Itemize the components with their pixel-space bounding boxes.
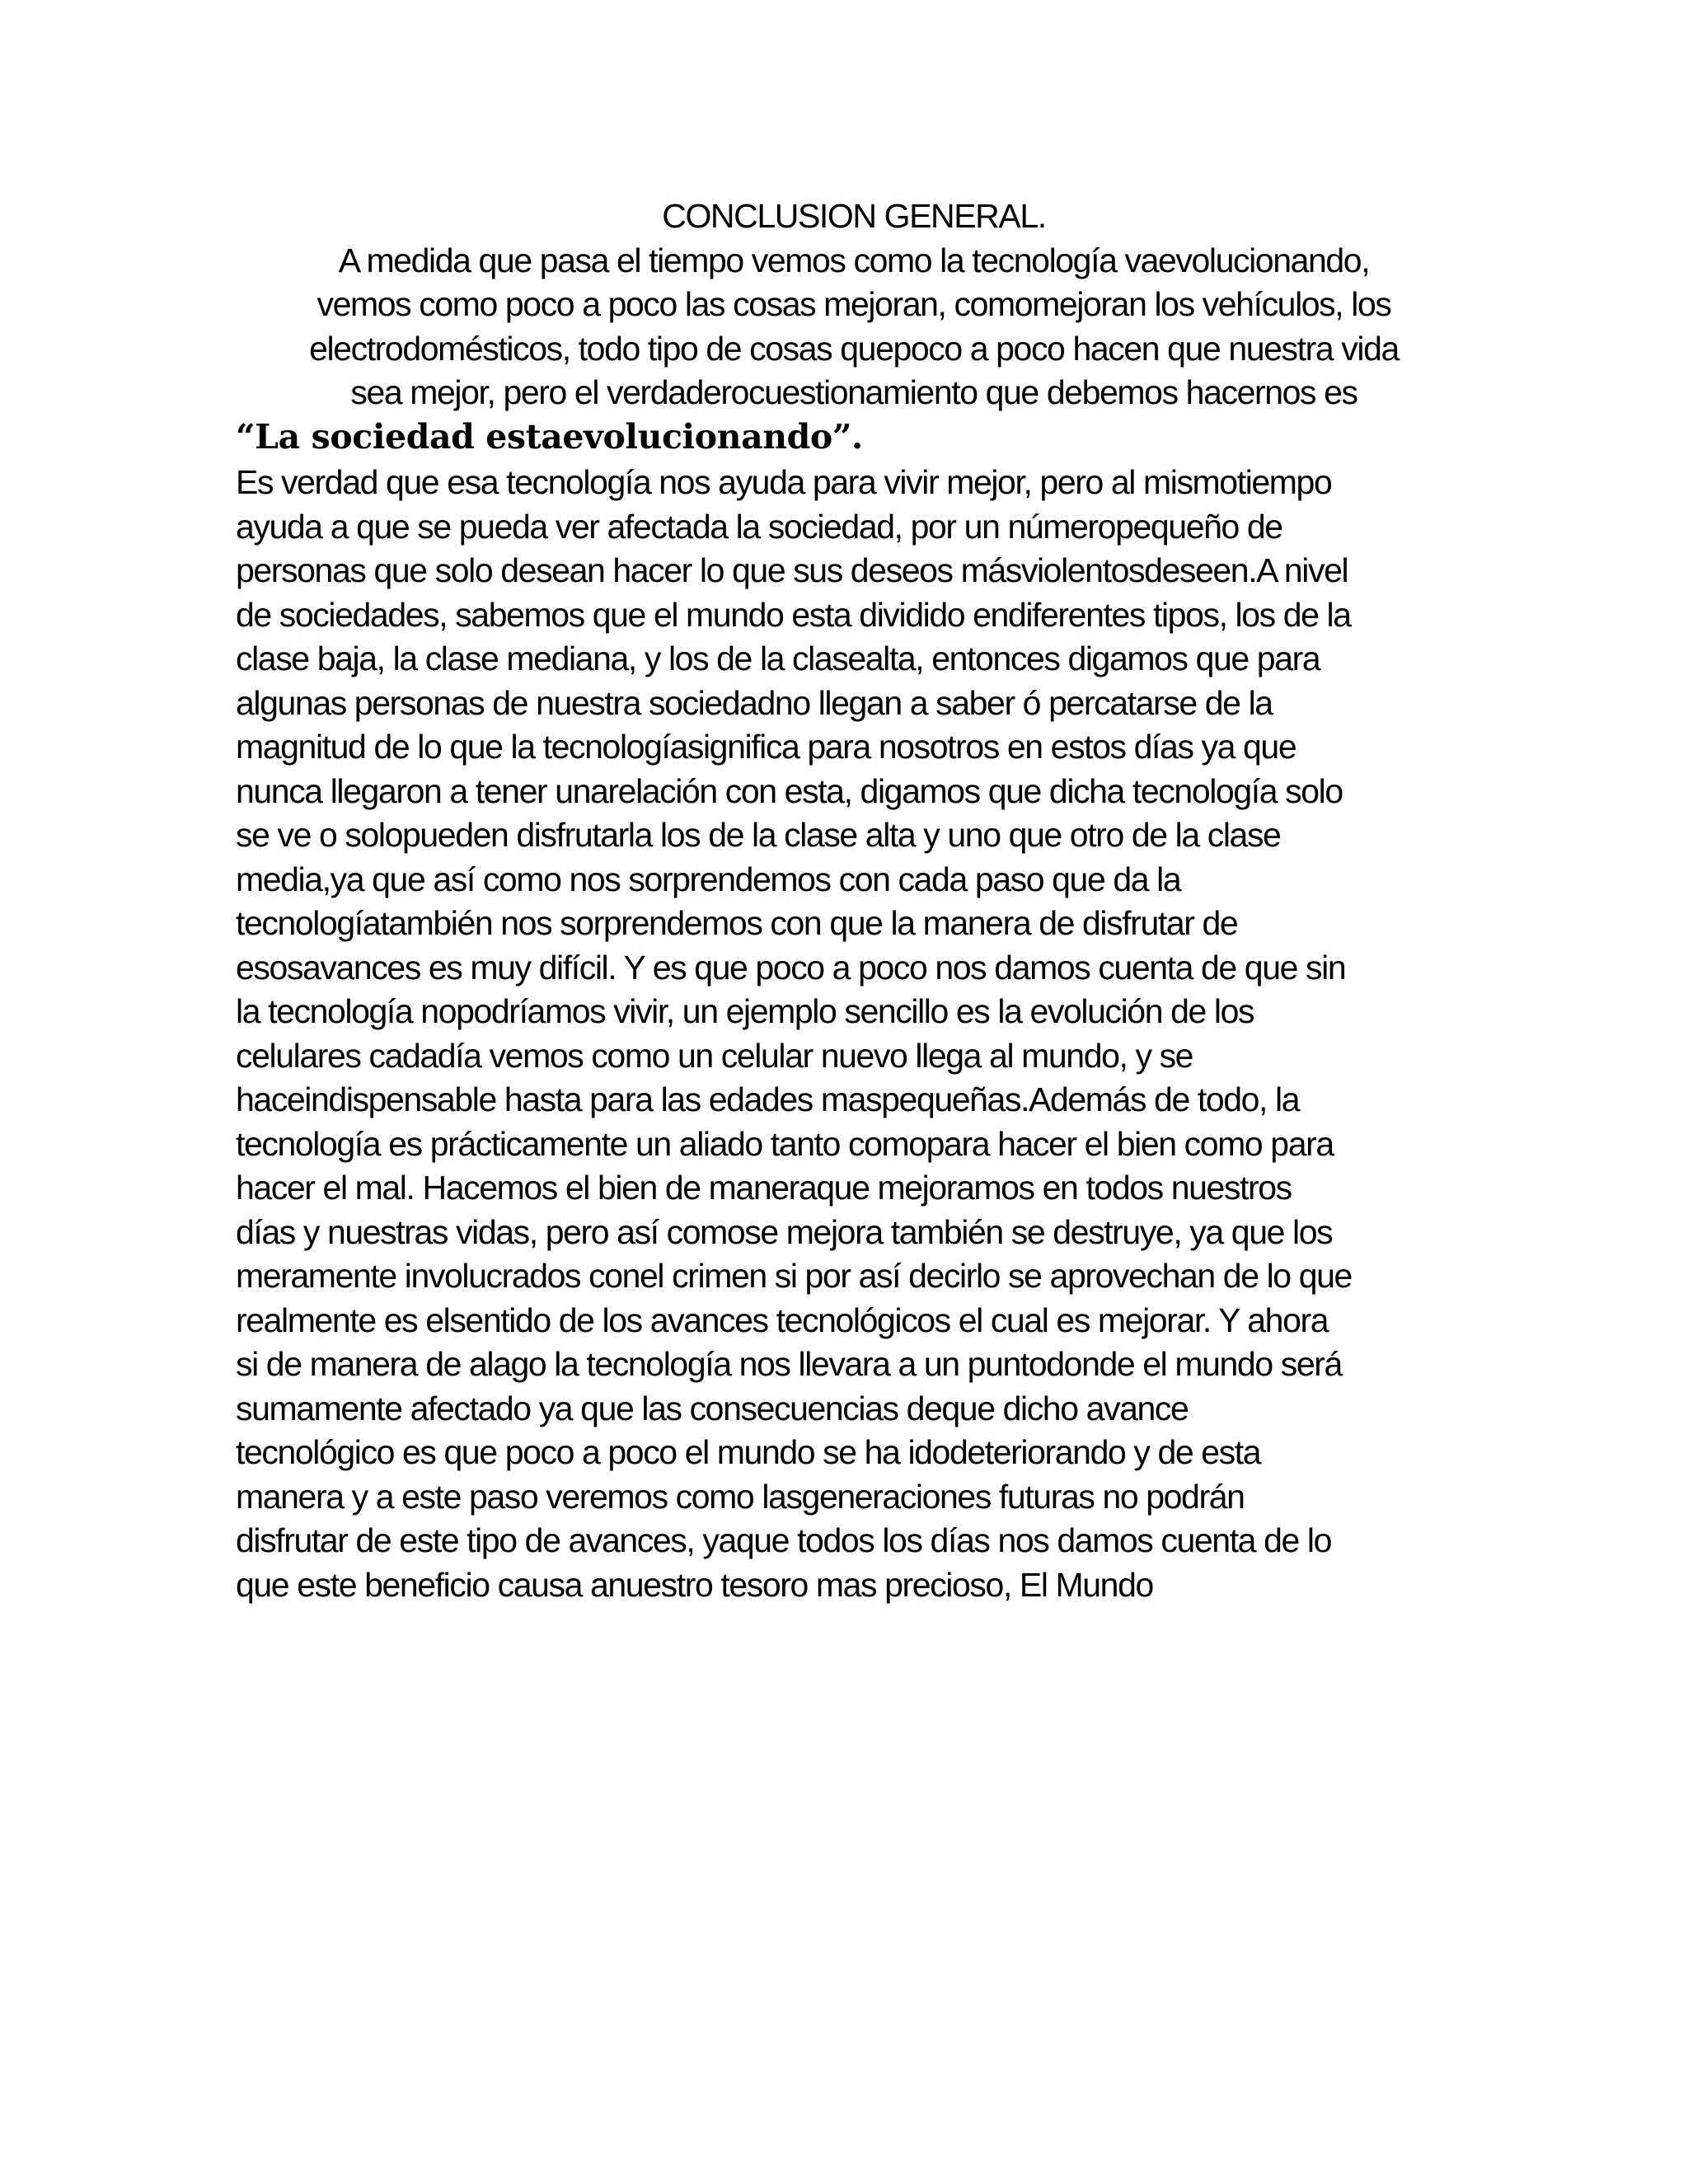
body-line: se ve o solopueden disfrutarla los de la clase alta y uno que otro de la clase: [236, 816, 1281, 854]
body-line: haceindispensable hasta para las edades maspequeñas.Además de todo, la: [236, 1080, 1300, 1118]
body-line: sumamente afectado ya que las consecuencias deque dicho avance: [236, 1389, 1189, 1427]
body-line: si de manera de alago la tecnología nos llevara a un puntodonde el mundo será: [236, 1345, 1342, 1383]
intro-line: sea mejor, pero el verdaderocuestionamiento que debemos hacernos es: [350, 373, 1357, 411]
body-line: tecnológico es que poco a poco el mundo se ha idodeteriorando y de esta: [236, 1433, 1261, 1471]
intro-block: [236, 194, 1472, 415]
body-line: manera y a este paso veremos como lasgeneraciones futuras no podrán: [236, 1477, 1245, 1516]
body-line: de sociedades, sabemos que el mundo esta dividido endiferentes tipos, los de la: [236, 595, 1351, 634]
body-paragraph: [236, 461, 1472, 1607]
body-line: la tecnología nopodríamos vivir, un ejemplo sencillo es la evolución de los: [236, 992, 1254, 1030]
intro-line: electrodomésticos, todo tipo de cosas quepoco a poco hacen que nuestra vida: [309, 329, 1399, 368]
document-heading: CONCLUSION GENERAL.: [662, 197, 1046, 235]
body-line: media,ya que así como nos sorprendemos con cada paso que da la: [236, 860, 1181, 898]
body-line: tecnología es prácticamente un aliado tanto comopara hacer el bien como para: [236, 1124, 1334, 1163]
body-line: días y nuestras vidas, pero así comose mejora también se destruye, ya que los: [236, 1212, 1333, 1251]
intro-line: vemos como poco a poco las cosas mejoran, comomejoran los vehículos, los: [316, 285, 1391, 323]
body-line: meramente involucrados conel crimen si por así decirlo se aprovechan de lo que: [236, 1257, 1352, 1295]
body-line: realmente es elsentido de los avances tecnológicos el cual es mejorar. Y ahora: [236, 1301, 1329, 1339]
body-line: que este beneficio causa anuestro tesoro mas precioso, El Mundo: [236, 1565, 1153, 1604]
body-line: algunas personas de nuestra sociedadno llegan a saber ó percatarse de la: [236, 683, 1273, 722]
intro-line: A medida que pasa el tiempo vemos como la tecnología vaevolucionando,: [338, 241, 1370, 279]
body-line: celulares cadadía vemos como un celular nuevo llega al mundo, y se: [236, 1036, 1193, 1075]
body-line: hacer el mal. Hacemos el bien de maneraque mejoramos en todos nuestros: [236, 1169, 1292, 1207]
body-line: Es verdad que esa tecnología nos ayuda para vivir mejor, pero al mismotiempo: [236, 463, 1332, 501]
body-line: esosavances es muy difícil. Y es que poco a poco nos damos cuenta de que sin: [236, 948, 1346, 987]
emphasized-question: “La sociedad estaevolucionando”.: [236, 417, 863, 457]
body-line: tecnologíatambién nos sorprendemos con que la manera de disfrutar de: [236, 904, 1238, 942]
body-line: clase baja, la clase mediana, y los de la clasealta, entonces digamos que para: [236, 640, 1320, 677]
body-line: ayuda a que se pueda ver afectada la sociedad, por un númeropequeño de: [236, 507, 1282, 546]
body-line: disfrutar de este tipo de avances, yaque todos los días nos damos cuenta de lo: [236, 1521, 1331, 1559]
body-line: personas que solo desean hacer lo que sus deseos másviolentosdeseen.A nivel: [236, 551, 1348, 589]
body-line: magnitud de lo que la tecnologíasignifica para nosotros en estos días ya que: [236, 728, 1296, 766]
body-line: nunca llegaron a tener unarelación con esta, digamos que dicha tecnología solo: [236, 771, 1343, 810]
